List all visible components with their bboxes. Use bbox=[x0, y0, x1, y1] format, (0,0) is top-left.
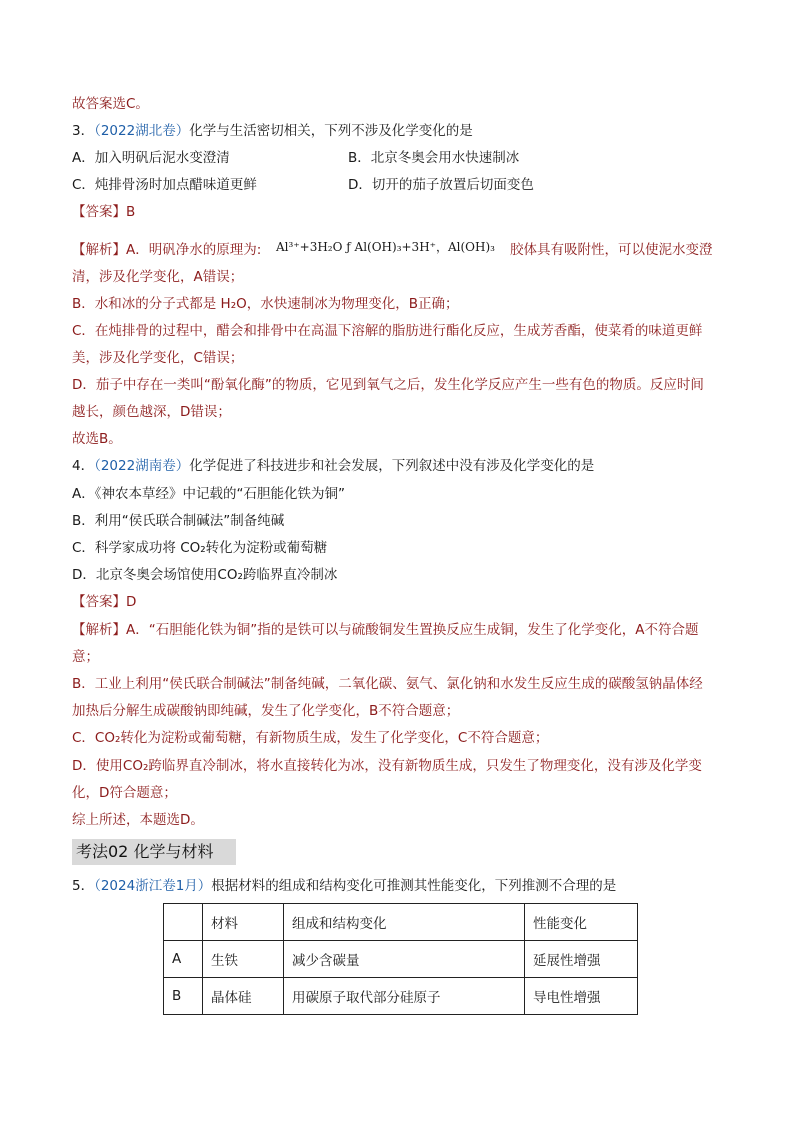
q3-analysis-a-line1-tail: 胶体具有吸附性，可以使泥水变澄 bbox=[510, 242, 713, 258]
question-5-stem bbox=[72, 876, 616, 896]
q4-option-d: D．北京冬奥会场馆使用CO₂跨临界直冷制冰 bbox=[72, 567, 338, 583]
table-cell: B bbox=[164, 978, 203, 1015]
question-source: （2022湖南卷） bbox=[94, 458, 190, 474]
q4-conclusion: 综上所述，本题选D。 bbox=[72, 812, 204, 828]
materials-table bbox=[163, 903, 638, 1015]
q3-analysis-d-line2: 越长，颜色越深，D错误； bbox=[72, 404, 231, 420]
question-text: 化学促进了科技进步和社会发展，下列叙述中没有涉及化学变化的是 bbox=[189, 458, 595, 474]
analysis-text: A．“石胆能化铁为铜”指的是铁可以与硫酸铜发生置换反应生成铜，发生了化学变化，A不符合题 bbox=[126, 622, 699, 638]
hydrolysis-equation: Al³⁺+3H₂O ƒ Al(OH)₃+3H⁺，Al(OH)₃ bbox=[276, 240, 495, 254]
q3-analysis-a-line2: 清，涉及化学变化，A错误； bbox=[72, 269, 244, 285]
table-header-cell bbox=[164, 904, 203, 941]
q3-answer bbox=[72, 202, 135, 222]
table-cell: 晶体硅 bbox=[203, 978, 284, 1015]
q3-conclusion: 故选B。 bbox=[72, 431, 122, 447]
q3-analysis-c-line1: C．在炖排骨的过程中，醋会和排骨中在高温下溶解的脂肪进行酯化反应，生成芳香酯，使菜肴的味道更鲜 bbox=[72, 323, 703, 339]
q3-analysis-a-line1 bbox=[72, 240, 261, 260]
analysis-text: A．明矾净水的原理为: bbox=[126, 242, 262, 258]
table-cell: A bbox=[164, 941, 203, 978]
analysis-label: 【解析】 bbox=[72, 242, 126, 258]
answer-value: B bbox=[126, 204, 136, 220]
q3-option-b: B．北京冬奥会用水快速制冰 bbox=[348, 150, 520, 166]
answer-label: 【答案】 bbox=[72, 594, 126, 610]
q4-answer bbox=[72, 592, 136, 612]
answer-label: 【答案】 bbox=[72, 204, 126, 220]
question-3-stem bbox=[72, 121, 473, 141]
q3-analysis-b: B．水和冰的分子式都是 H₂O，水快速制冰为物理变化，B正确； bbox=[72, 296, 459, 312]
q4-analysis-d-line1: D．使用CO₂跨临界直冷制冰，将水直接转化为冰，没有新物质生成，只发生了物理变化，没有涉及化学变 bbox=[72, 758, 702, 774]
answer-value: D bbox=[126, 594, 137, 610]
q4-option-c: C．科学家成功将 CO₂转化为淀粉或葡萄糖 bbox=[72, 540, 328, 556]
previous-answer-conclusion: 故答案选C。 bbox=[72, 96, 149, 112]
q4-analysis-b-line1: B．工业上利用“侯氏联合制碱法”制备纯碱，二氧化碳、氨气、氯化钠和水发生反应生成的碳酸氢钠晶体经 bbox=[72, 676, 703, 692]
question-number: 3． bbox=[72, 123, 95, 139]
table-row bbox=[164, 978, 638, 1015]
question-text: 化学与生活密切相关，下列不涉及化学变化的是 bbox=[189, 123, 473, 139]
question-source: （2022湖北卷） bbox=[94, 123, 190, 139]
q3-option-a: A．加入明矾后泥水变澄清 bbox=[72, 150, 230, 166]
question-source: （2024浙江卷1月） bbox=[94, 878, 212, 894]
question-4-stem bbox=[72, 456, 594, 476]
table-cell: 延展性增强 bbox=[525, 941, 638, 978]
question-number: 5． bbox=[72, 878, 95, 894]
q4-analysis-a-line2: 意； bbox=[72, 649, 99, 665]
table-header-cell: 材料 bbox=[203, 904, 284, 941]
table-cell: 用碳原子取代部分硅原子 bbox=[284, 978, 525, 1015]
q4-analysis-a-line1 bbox=[72, 620, 698, 640]
q4-option-a: A．《神农本草经》中记载的“石胆能化铁为铜” bbox=[72, 486, 345, 502]
q3-option-d: D．切开的茄子放置后切面变色 bbox=[348, 177, 534, 193]
table-header-cell: 组成和结构变化 bbox=[284, 904, 525, 941]
table-header-cell: 性能变化 bbox=[525, 904, 638, 941]
q4-analysis-c: C．CO₂转化为淀粉或葡萄糖，有新物质生成，发生了化学变化，C不符合题意； bbox=[72, 730, 549, 746]
q4-analysis-d-line2: 化，D符合题意； bbox=[72, 785, 177, 801]
table-header-row bbox=[164, 904, 638, 941]
q3-analysis-d-line1: D．茄子中存在一类叫“酚氧化酶”的物质，它见到氧气之后，发生化学反应产生一些有色的物质。反应时间 bbox=[72, 377, 704, 393]
section-heading: 考法02 化学与材料 bbox=[76, 842, 214, 861]
table-cell: 生铁 bbox=[203, 941, 284, 978]
table-cell: 导电性增强 bbox=[525, 978, 638, 1015]
table-cell: 减少含碳量 bbox=[284, 941, 525, 978]
q4-option-b: B．利用“侯氏联合制碱法”制备纯碱 bbox=[72, 513, 285, 529]
q4-analysis-b-line2: 加热后分解生成碳酸钠即纯碱，发生了化学变化，B不符合题意； bbox=[72, 703, 460, 719]
q3-analysis-c-line2: 美，涉及化学变化，C错误； bbox=[72, 350, 244, 366]
q3-option-c: C．炖排骨汤时加点醋味道更鲜 bbox=[72, 177, 257, 193]
table-row bbox=[164, 941, 638, 978]
analysis-label: 【解析】 bbox=[72, 622, 126, 638]
question-text: 根据材料的组成和结构变化可推测其性能变化，下列推测不合理的是 bbox=[211, 878, 617, 894]
question-number: 4． bbox=[72, 458, 95, 474]
